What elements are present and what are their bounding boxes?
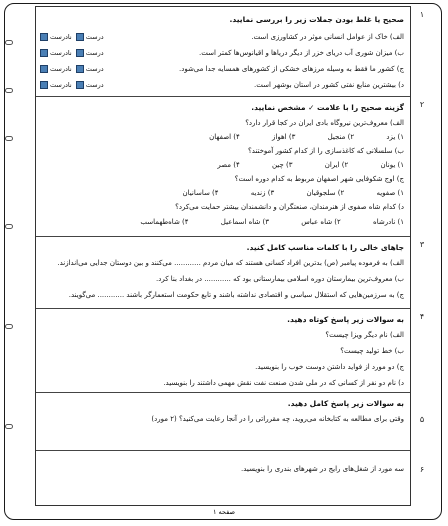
option[interactable]: ۲) ایران	[324, 161, 349, 169]
true-false-options	[38, 49, 104, 57]
true-false-options	[38, 33, 104, 41]
question: ب) سلسلانی که کاغذسازی را از کدام کشور آموختند؟	[247, 147, 404, 155]
true-checkbox[interactable]	[76, 49, 84, 57]
section-title: صحیح یا غلط بودن جملات زیر را بررسی نمایید.	[229, 15, 404, 24]
options-row	[110, 218, 404, 226]
binder-ring	[5, 88, 13, 93]
option[interactable]: ۴) شاه‌طهماسب	[140, 218, 189, 226]
option[interactable]: ۱) یونان	[380, 161, 404, 169]
section-number: ۵	[419, 415, 425, 424]
blank-sentence: الف) به فرموده پیامبر (ص) بدترین افراد کسانی هستند که میان مردم ............ می‌کنند و بین دوستان جدایی می‌اندازند.	[57, 259, 404, 267]
section-long-answer	[36, 393, 425, 451]
statement: ج) کشور ما فقط به وسیله مرزهای خشکی از کشورهای همسایه جدا می‌شود.	[178, 65, 404, 73]
true-checkbox[interactable]	[76, 65, 84, 73]
statement: الف) خاک از عوامل انسانی موثر در کشاورزی است.	[251, 33, 404, 41]
short-question: ج) دو مورد از فواید داشتن دوست خوب را بنویسید.	[255, 363, 404, 371]
section-fill-blanks	[36, 237, 425, 309]
false-checkbox[interactable]	[40, 81, 48, 89]
true-checkbox[interactable]	[76, 33, 84, 41]
binder-ring	[5, 136, 13, 141]
true-label: درست	[85, 65, 104, 73]
option[interactable]: ۲) شاه عباس	[301, 218, 341, 226]
page-footer: صفحه ۱	[212, 508, 236, 516]
statement: ب) میزان شوری آب دریای خزر از دیگر دریاها و اقیانوس‌ها کمتر است.	[199, 49, 404, 57]
blank-sentence: ج) به سرزمین‌هایی که استقلال سیاسی و اقتصادی نداشته باشند و تابع حکومت استعمارگر باشند ............ می‌گویند.	[68, 291, 404, 299]
question-table	[35, 6, 425, 506]
true-label: درست	[85, 33, 104, 41]
true-label: درست	[85, 81, 104, 89]
section-number: ۱	[419, 10, 425, 19]
true-false-options	[38, 65, 104, 73]
short-question: د) نام دو نفر از کسانی که در ملی شدن صنعت نفت نقش مهمی داشتند را بنویسید.	[163, 379, 404, 387]
options-row	[152, 189, 404, 197]
section-title: به سوالات زیر پاسخ کوتاه دهید.	[287, 315, 404, 324]
option[interactable]: ۳) چین	[271, 161, 293, 169]
long-question: وقتی برای مطالعه به کتابخانه می‌روید، چه مقرراتی را در آنجا رعایت می‌کنید؟ (۲ مورد)	[151, 415, 404, 423]
true-false-options	[38, 81, 104, 89]
short-question: ب) خط تولید چیست؟	[340, 347, 404, 355]
section-number: ۲	[419, 100, 425, 109]
binder-ring	[5, 224, 13, 229]
section-multiple-choice	[36, 97, 425, 237]
binder-ring	[5, 324, 13, 329]
false-checkbox[interactable]	[40, 33, 48, 41]
true-label: درست	[85, 49, 104, 57]
false-label: نادرست	[50, 81, 72, 89]
false-label: نادرست	[50, 49, 72, 57]
option[interactable]: ۱) یزد	[386, 133, 404, 141]
options-row	[179, 133, 404, 141]
section-number: ۴	[419, 312, 425, 321]
long-question: سه مورد از شغل‌های رایج در شهرهای بندری را بنویسید.	[240, 465, 404, 473]
section-title: به سوالات زیر پاسخ کامل دهید.	[287, 399, 404, 408]
false-checkbox[interactable]	[40, 49, 48, 57]
option[interactable]: ۲) سلجوقیان	[306, 189, 345, 197]
question: الف) معروف‌ترین نیروگاه بادی ایران در کجا قرار دارد؟	[245, 119, 404, 127]
binder-ring	[5, 40, 13, 45]
section-title: گزینه صحیح را با علامت ✓ مشخص نمایید.	[251, 103, 404, 112]
option[interactable]: ۳) زندیه	[250, 189, 275, 197]
option[interactable]: ۳) اهواز	[272, 133, 296, 141]
options-row	[187, 161, 404, 169]
section-title: جاهای خالی را با کلمات مناسب کامل کنید.	[246, 243, 404, 252]
section-short-answer	[36, 309, 425, 393]
option[interactable]: ۴) اصفهان	[209, 133, 240, 141]
section-number: ۶	[419, 465, 425, 474]
option[interactable]: ۱) نادرشاه	[373, 218, 404, 226]
option[interactable]: ۴) مصر	[217, 161, 240, 169]
section-number: ۳	[419, 240, 425, 249]
false-checkbox[interactable]	[40, 65, 48, 73]
binder-ring	[5, 424, 13, 429]
blank-sentence: ب) معروف‌ترین بیمارستان دوره اسلامی بیمارستانی بود که ............ در بغداد بنا کرد.	[156, 275, 404, 283]
statement: د) بیشترین منابع نفتی کشور در استان بوشهر است.	[253, 81, 404, 89]
false-label: نادرست	[50, 33, 72, 41]
option[interactable]: ۲) منجیل	[327, 133, 355, 141]
question: ج) اوج شکوفایی شهر اصفهان مربوط به کدام دوره است؟	[234, 175, 404, 183]
section-question-6	[36, 451, 425, 505]
true-checkbox[interactable]	[76, 81, 84, 89]
option[interactable]: ۴) ساسانیان	[182, 189, 219, 197]
option[interactable]: ۱) صفویه	[376, 189, 404, 197]
question: د) کدام شاه صفوی از هنرمندان، صنعتگران و دانشمندان بیشتر حمایت می‌کرد؟	[175, 203, 404, 211]
section-true-false	[36, 7, 425, 97]
option[interactable]: ۳) شاه اسماعیل	[220, 218, 269, 226]
exam-page	[4, 3, 442, 520]
short-question: الف) نام دیگر ویزا چیست؟	[325, 331, 404, 339]
false-label: نادرست	[50, 65, 72, 73]
